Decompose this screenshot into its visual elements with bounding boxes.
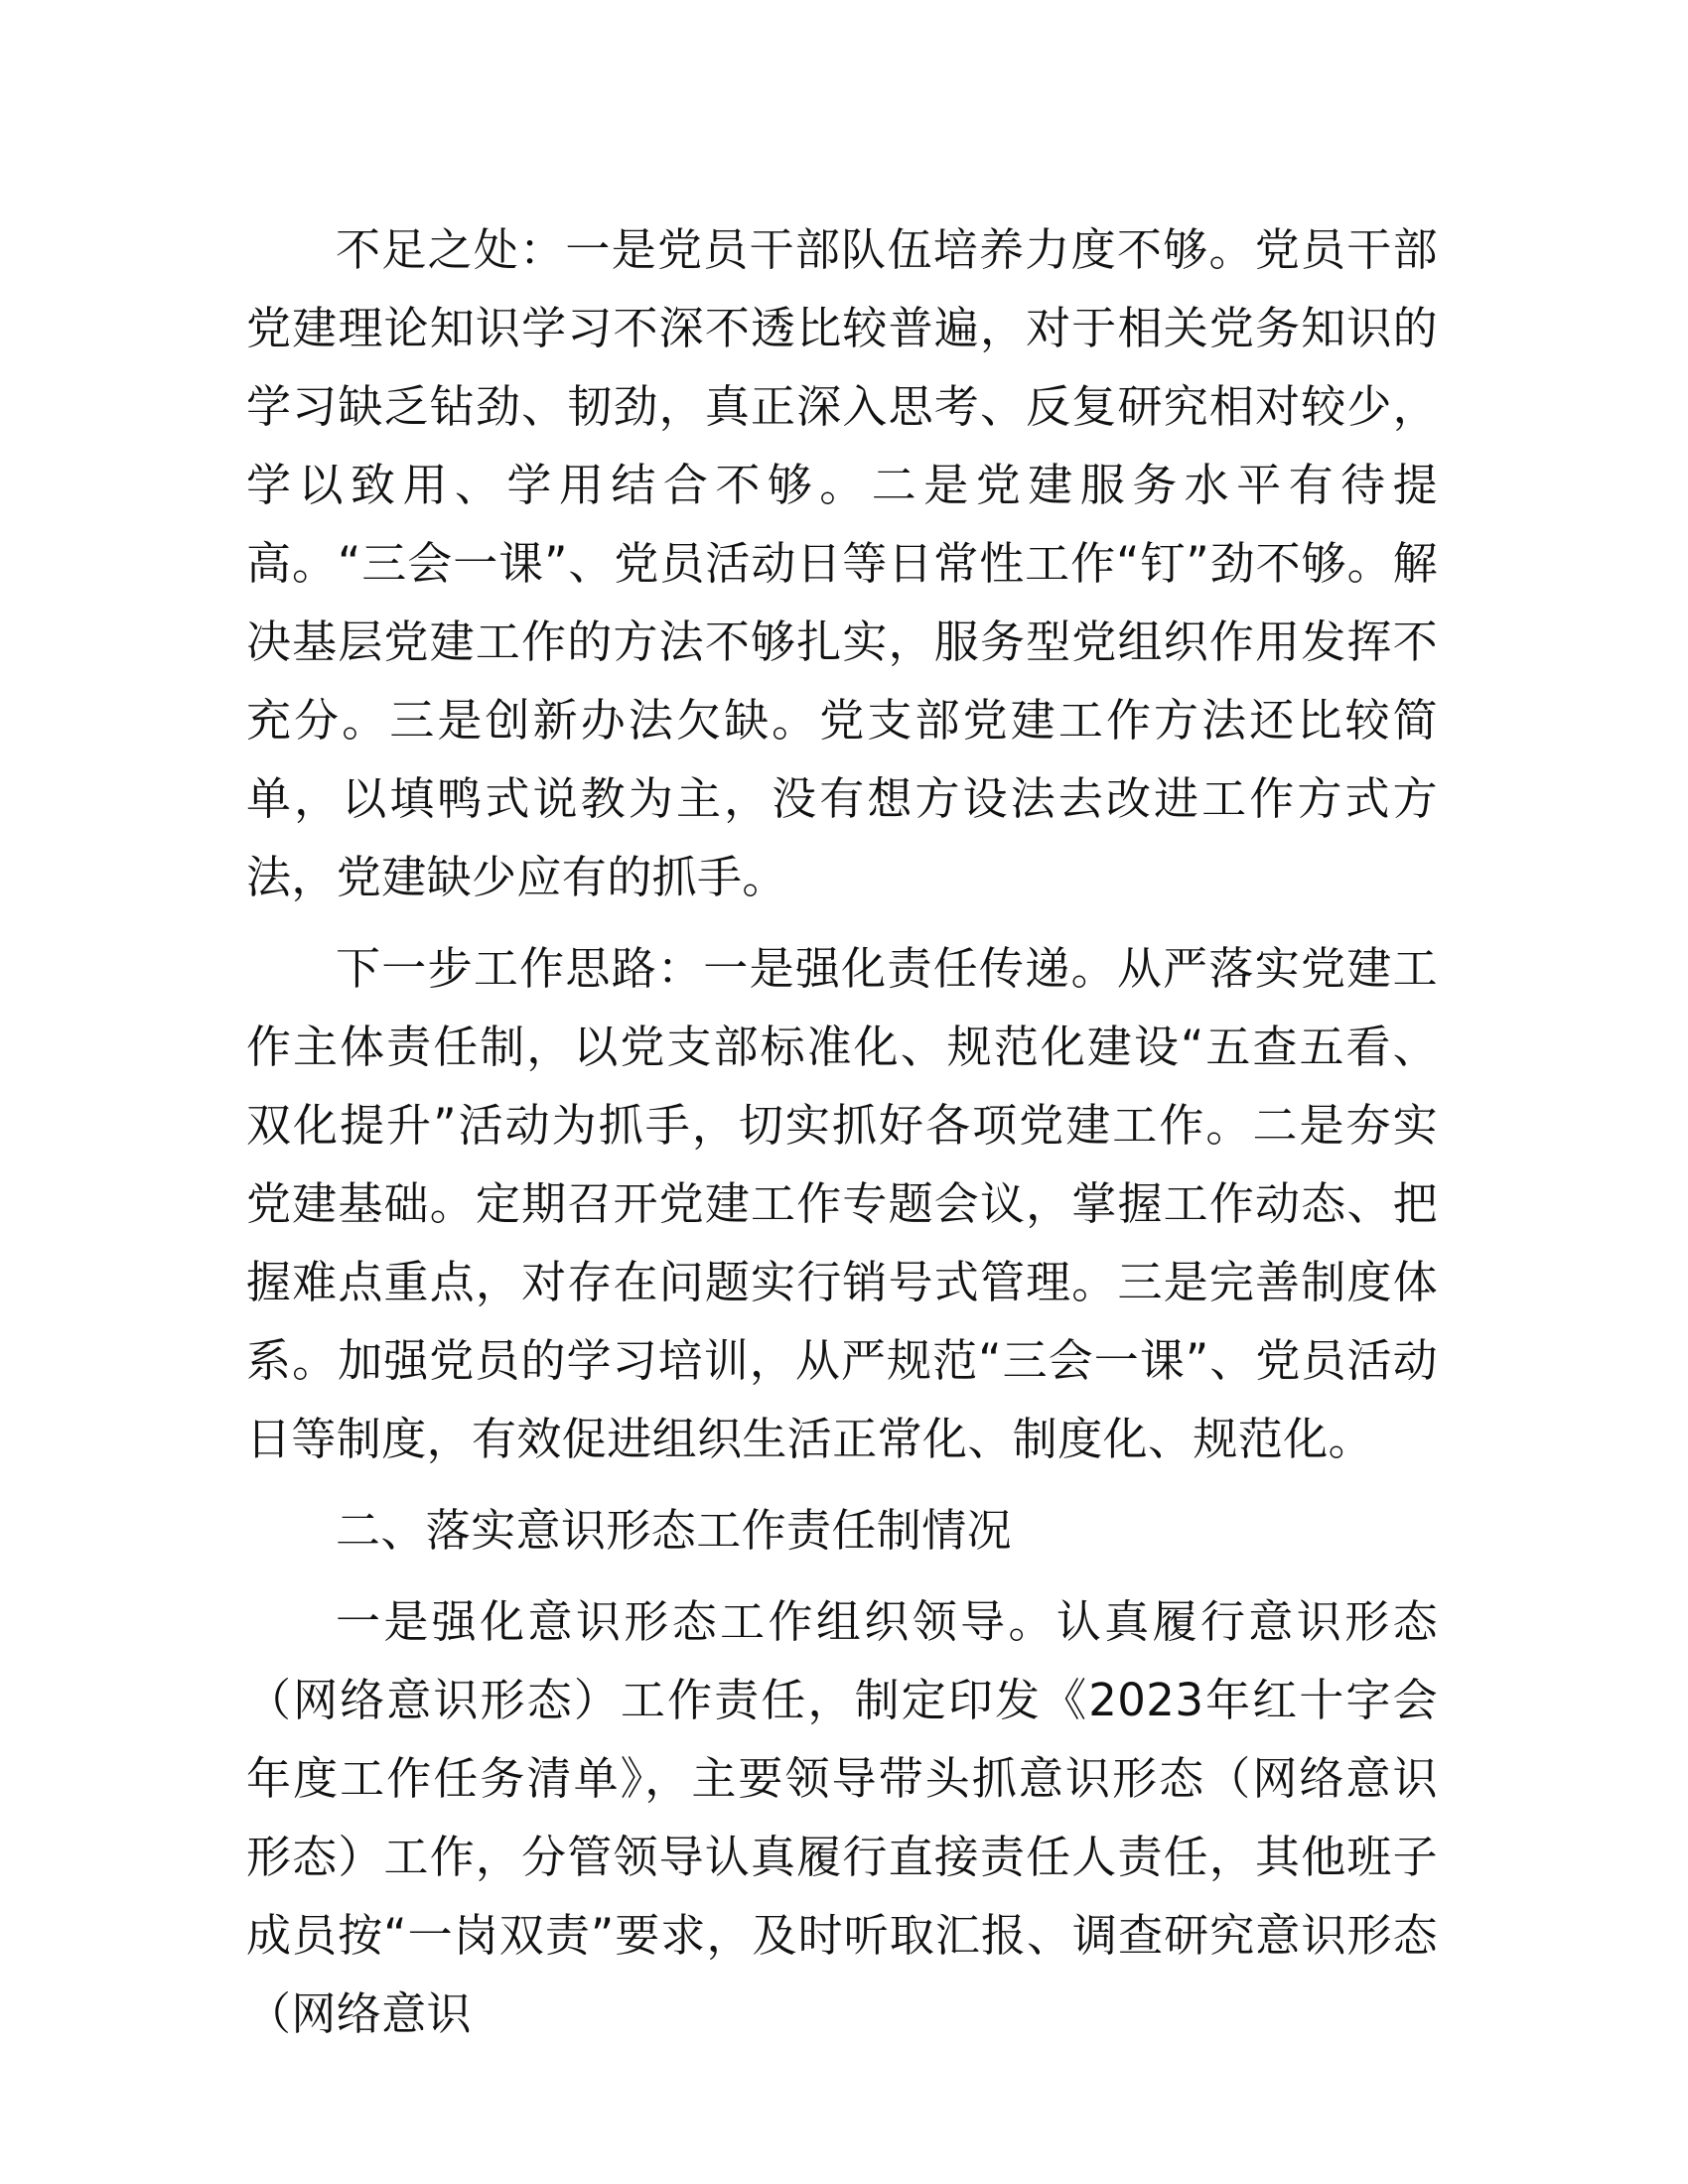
- paragraph-shortcomings: 不足之处：一是党员干部队伍培养力度不够。党员干部党建理论知识学习不深不透比较普遍，对于相关党务知识的学习缺乏钻劲、韧劲，真正深入思考、反复研究相对较少，学以致用、学用结合不够。二是党建服务水平有待提高。“三会一课”、党员活动日等日常性工作“钉”劲不够。解决基层党建工作的方法不够扎实，服务型党组织作用发挥不充分。三是创新办法欠缺。党支部党建工作方法还比较简单，以填鸭式说教为主，没有想方设法去改进工作方式方法，党建缺少应有的抓手。: [246, 223, 1438, 903]
- document-body: [246, 210, 1438, 2066]
- paragraph-next-steps: 下一步工作思路：一是强化责任传递。从严落实党建工作主体责任制，以党支部标准化、规范化建设“五查五看、双化提升”活动为抓手，切实抓好各项党建工作。二是夯实党建基础。定期召开党建工作专题会议，掌握工作动态、把握难点重点，对存在问题实行销号式管理。三是完善制度体系。加强党员的学习培训，从严规范“三会一课”、党员活动日等制度，有效促进组织生活正常化、制度化、规范化。: [246, 942, 1438, 1465]
- paragraph-ideology-leadership: 一是强化意识形态工作组织领导。认真履行意识形态（网络意识形态）工作责任，制定印发《2023年红十字会年度工作任务清单》，主要领导带头抓意识形态（网络意识形态）工作，分管领导认真履行直接责任人责任，其他班子成员按“一岗双责”要求，及时听取汇报、调查研究意识形态（网络意识: [246, 1595, 1438, 2040]
- section-heading-ideology: 二、落实意识形态工作责任制情况: [336, 1504, 1013, 1557]
